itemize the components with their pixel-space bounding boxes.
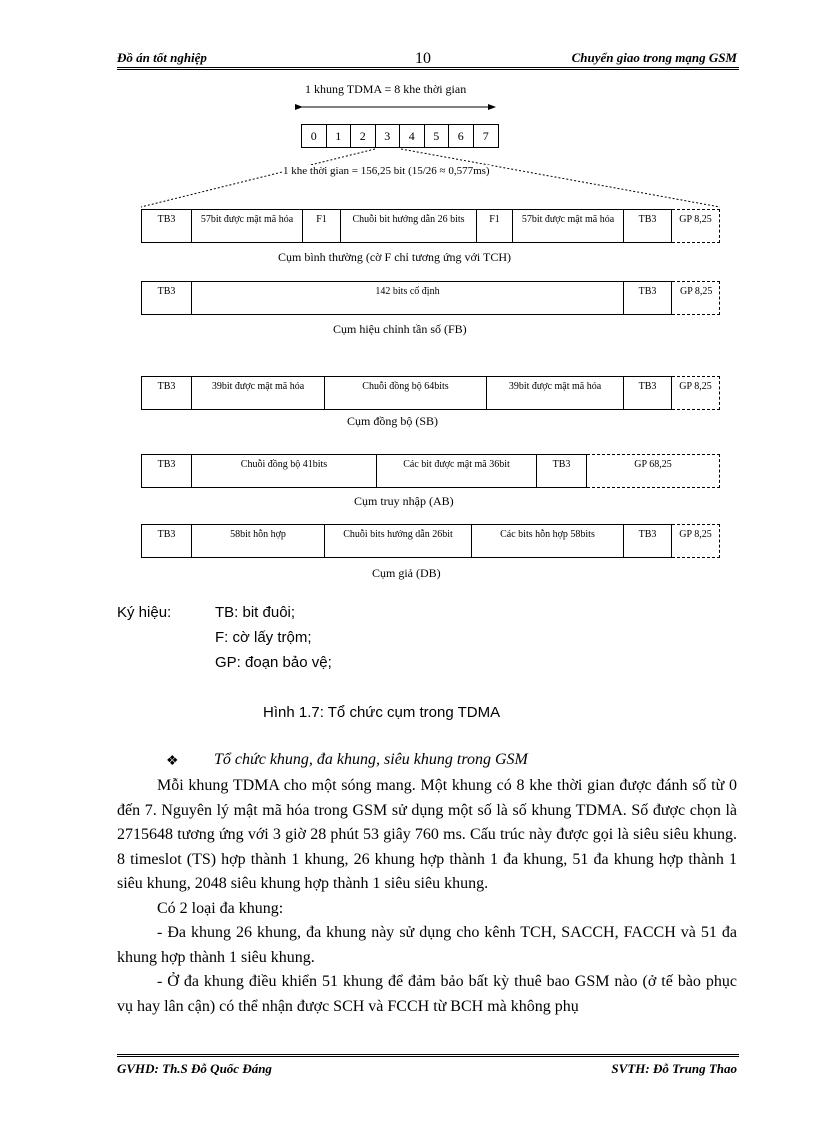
burst-cell: TB3 [552,459,571,470]
burst-cell: TB3 [142,377,192,409]
bullet-icon: ❖ [166,754,179,769]
burst-cell: TB3 [638,529,657,540]
burst-gp: GP 8,25 [672,524,720,558]
burst-cell: TB3 [638,381,657,392]
paragraph: Có 2 loại đa khung: [157,899,284,917]
burst-caption: Cụm bình thường (cờ F chỉ tương ứng với TCH) [278,250,512,264]
burst-cell: F1 [303,210,341,242]
burst-cell: Chuỗi đồng bộ 41bits [192,455,377,487]
paragraph: - Đa khung 26 khung, đa khung này sử dụng cho kênh TCH, SACCH, FACCH và 51 đa khung hợp thành 1 siêu khung. [117,924,737,966]
burst-gp: GP 8,25 [672,281,720,315]
burst-caption: Cụm đồng bộ (SB) [347,414,439,428]
burst-cell: 58bit hỗn hợp [192,525,325,557]
slot: 0 [302,125,327,147]
header-right: Chuyển giao trong mạng GSM [571,50,737,65]
legend-item: GP: đoạn bảo vệ; [215,654,332,671]
slot: 4 [400,125,425,147]
burst-cell: TB3 [638,214,657,225]
paragraph: - Ở đa khung điều khiển 51 khung để đảm bảo bất kỳ thuê bao GSM nào (ở tế bào phục vụ hay lân cận) có thể nhận được SCH và FCCH từ BCH mà không phụ [117,973,737,1015]
legend-title: Ký hiệu: [117,604,172,621]
tdma-slots [301,124,499,148]
slot: 6 [449,125,474,147]
burst-cell: Các bit được mật mã 36bit [377,455,537,487]
burst-cell: 39bit được mật mã hóa [192,377,325,409]
slot: 2 [351,125,376,147]
burst-db [141,524,672,558]
burst-cell: 39bit được mật mã hóa [487,377,624,409]
burst-cell: 57bit được mật mã hóa [513,210,624,242]
burst-cell: TB3 [142,282,192,314]
legend-item: TB: bit đuôi; [215,604,296,621]
paragraph: Mỗi khung TDMA cho một sóng mang. Một khung có 8 khe thời gian được đánh số từ 0 đến 7. Nguyên lý mật mã hóa trong GSM sử dụng một số là số khung TDMA. Số được chọn là 2715648 tương ứng với 3 giờ 28 phút 53 giây 760 ms. Cấu trúc này được gọi là siêu siêu khung. 8 timeslot (TS) hợp thành 1 khung, 26 khung hợp thành 1 đa khung, 51 đa khung hợp thành 1 siêu khung, 2048 siêu khung hợp thành 1 siêu siêu khung. [117,777,737,892]
footer-left: GVHD: Th.S Đỗ Quốc Đáng [117,1061,272,1076]
burst-caption: Cụm giả (DB) [372,566,441,580]
frame-label: 1 khung TDMA = 8 khe thời gian [305,82,467,96]
burst-cell: TB3 [142,210,192,242]
header-left: Đồ án tốt nghiệp [117,50,207,65]
burst-cell: F1 [477,210,513,242]
burst-ab [141,454,587,488]
burst-caption: Cụm truy nhập (AB) [354,494,454,508]
burst-cell: TB3 [142,455,192,487]
page-number: 10 [415,50,431,67]
slot: 5 [425,125,450,147]
footer-right: SVTH: Đỗ Trung Thao [611,1061,737,1076]
burst-caption: Cụm hiệu chỉnh tần số (FB) [333,322,467,336]
figure-caption: Hình 1.7: Tổ chức cụm trong TDMA [263,704,501,721]
burst-normal [141,209,672,243]
burst-cell: TB3 [142,525,192,557]
slot: 7 [482,129,489,143]
body-text [117,774,737,1019]
burst-gp: GP 8,25 [672,376,720,410]
slot: 3 [376,125,401,147]
burst-gp: GP 68,25 [587,454,720,488]
burst-cell: Chuỗi bit hướng dẫn 26 bits [341,210,477,242]
burst-cell: TB3 [638,286,657,297]
footer-rule [117,1054,739,1057]
slot: 1 [327,125,352,147]
section-title: Tổ chức khung, đa khung, siêu khung trong GSM [214,751,528,768]
burst-cell: 142 bits cố định [192,282,624,314]
burst-cell: Chuỗi đồng bộ 64bits [325,377,487,409]
slot-label: 1 khe thời gian = 156,25 bit (15/26 ≈ 0,577ms) [283,165,490,177]
burst-cell: Chuỗi bits hướng dẫn 26bit [325,525,472,557]
burst-cell: Các bits hỗn hợp 58bits [472,525,624,557]
legend-item: F: cờ lấy trộm; [215,629,312,646]
burst-gp: GP 8,25 [672,209,720,243]
burst-cell: 57bit được mật mã hóa [192,210,303,242]
burst-fb [141,281,672,315]
burst-sb [141,376,672,410]
